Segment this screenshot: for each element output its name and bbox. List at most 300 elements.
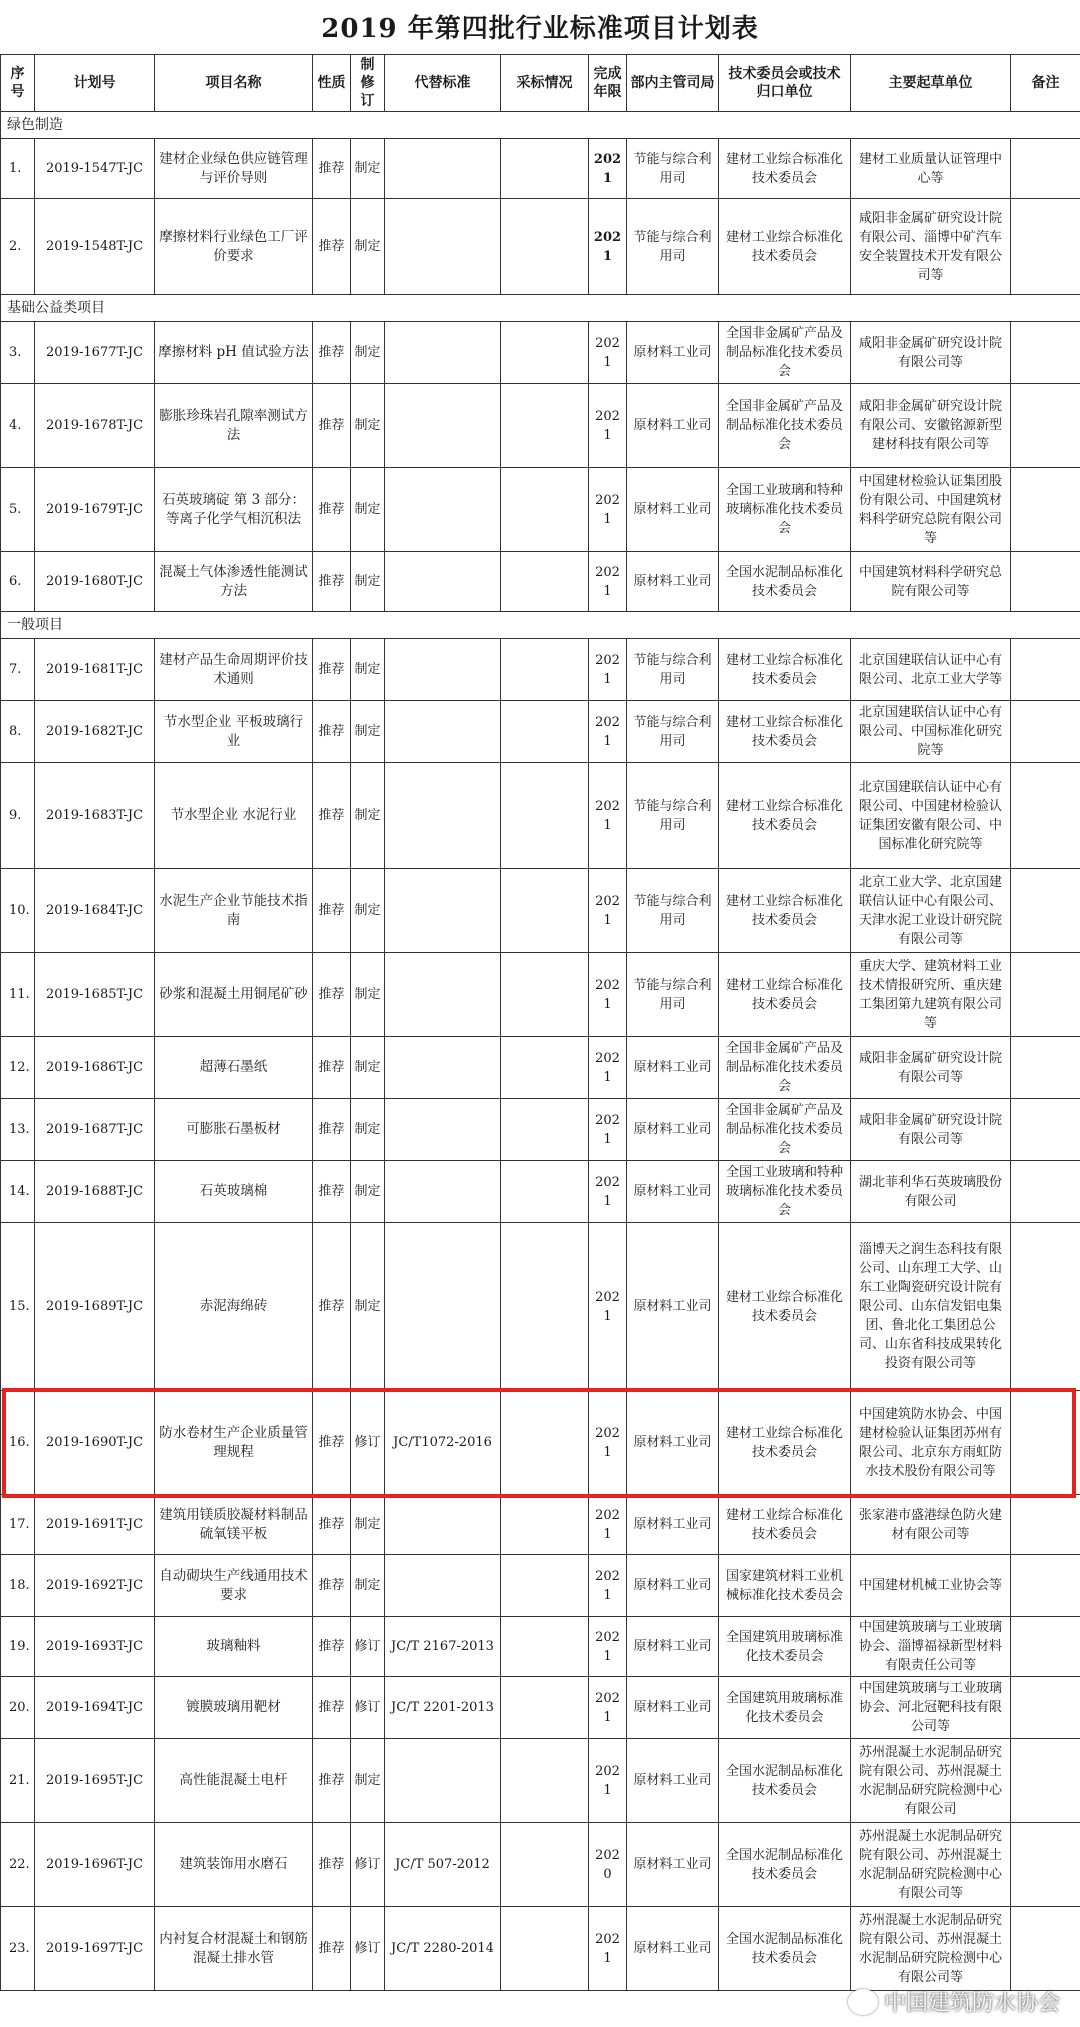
table-cell: 推荐 (313, 1739, 351, 1823)
table-cell: 推荐 (313, 1555, 351, 1617)
table-cell: 2019-1697T-JC (35, 1907, 155, 1991)
table-cell: 原材料工业司 (627, 384, 719, 468)
table-cell: 水泥生产企业节能技术指南 (155, 869, 313, 953)
table-cell: JC/T 2280-2014 (385, 1907, 501, 1991)
table-cell: 修订 (351, 1617, 385, 1677)
table-cell: 7. (1, 639, 35, 701)
table-cell: 修订 (351, 1907, 385, 1991)
table-cell (1011, 199, 1080, 295)
table-cell: 修订 (351, 1391, 385, 1495)
table-cell: 推荐 (313, 139, 351, 199)
table-cell: 1. (1, 139, 35, 199)
table-cell: 全国非金属矿产品及制品标准化技术委员会 (719, 322, 851, 384)
table-cell: 重庆大学、建筑材料工业技术情报研究所、重庆建工集团第九建筑有限公司等 (851, 953, 1011, 1037)
table-cell: 2021 (589, 1037, 627, 1099)
table-cell: 节能与综合利用司 (627, 199, 719, 295)
table-cell: 节能与综合利用司 (627, 639, 719, 701)
table-cell: 混凝土气体渗透性能测试方法 (155, 552, 313, 612)
table-cell: 原材料工业司 (627, 1907, 719, 1991)
table-cell: 砂浆和混凝土用铜尾矿砂 (155, 953, 313, 1037)
table-cell: 原材料工业司 (627, 1617, 719, 1677)
table-cell: 全国水泥制品标准化技术委员会 (719, 1907, 851, 1991)
table-cell: 原材料工业司 (627, 1223, 719, 1391)
col-header: 技术委员会或技术归口单位 (719, 55, 851, 112)
table-cell: 16. (1, 1391, 35, 1495)
table-cell: 张家港市盛港绿色防火建材有限公司等 (851, 1495, 1011, 1555)
standards-table (0, 54, 1080, 1991)
table-cell (1011, 1037, 1080, 1099)
table-cell (1011, 1617, 1080, 1677)
table-cell: 节能与综合利用司 (627, 869, 719, 953)
table-cell (1011, 1223, 1080, 1391)
table-cell: 全国水泥制品标准化技术委员会 (719, 552, 851, 612)
table-cell: 节能与综合利用司 (627, 763, 719, 869)
section-row (1, 612, 1080, 639)
table-cell: 高性能混凝土电杆 (155, 1739, 313, 1823)
table-cell: 制定 (351, 953, 385, 1037)
table-row (1, 139, 1080, 199)
table-cell: 2021 (589, 199, 627, 295)
table-cell: 全国水泥制品标准化技术委员会 (719, 1739, 851, 1823)
table-cell: 中国建材机械工业协会等 (851, 1555, 1011, 1617)
table-cell: 19. (1, 1617, 35, 1677)
table-cell: 摩擦材料行业绿色工厂评价要求 (155, 199, 313, 295)
table-cell (1011, 639, 1080, 701)
table-cell: 2019-1690T-JC (35, 1391, 155, 1495)
table-cell: 可膨胀石墨板材 (155, 1099, 313, 1161)
table-cell: 2019-1687T-JC (35, 1099, 155, 1161)
table-cell: 国家建筑材料工业机械标准化技术委员会 (719, 1555, 851, 1617)
col-header: 备注 (1011, 55, 1080, 112)
table-cell (501, 1495, 589, 1555)
table-cell (1011, 139, 1080, 199)
table-cell: 建材工业综合标准化技术委员会 (719, 701, 851, 763)
table-cell: 推荐 (313, 1495, 351, 1555)
table-cell: 10. (1, 869, 35, 953)
col-header: 采标情况 (501, 55, 589, 112)
section-label: 基础公益类项目 (1, 295, 1080, 322)
table-cell (385, 1037, 501, 1099)
table-cell: 推荐 (313, 1099, 351, 1161)
table-cell: 推荐 (313, 1907, 351, 1991)
table-cell: 推荐 (313, 763, 351, 869)
table-cell (501, 763, 589, 869)
table-cell: 赤泥海绵砖 (155, 1223, 313, 1391)
table-cell: 制定 (351, 1739, 385, 1823)
table-cell: 2019-1685T-JC (35, 953, 155, 1037)
table-cell (501, 1037, 589, 1099)
table-cell: 制定 (351, 763, 385, 869)
table-cell: 摩擦材料 pH 值试验方法 (155, 322, 313, 384)
table-row (1, 1037, 1080, 1099)
table-cell: 推荐 (313, 468, 351, 552)
table-cell: 北京国建联信认证中心有限公司、中国建材检验认证集团安徽有限公司、中国标准化研究院等 (851, 763, 1011, 869)
table-cell: 制定 (351, 468, 385, 552)
table-row (1, 199, 1080, 295)
table-cell: 制定 (351, 1161, 385, 1223)
table-cell: 推荐 (313, 953, 351, 1037)
table-cell: 17. (1, 1495, 35, 1555)
table-cell: 推荐 (313, 1823, 351, 1907)
table-cell: 2019-1692T-JC (35, 1555, 155, 1617)
table-cell: 原材料工业司 (627, 1823, 719, 1907)
table-cell: 2019-1680T-JC (35, 552, 155, 612)
table-cell (1011, 1907, 1080, 1991)
table-cell: 全国工业玻璃和特种玻璃标准化技术委员会 (719, 1161, 851, 1223)
table-cell (501, 1823, 589, 1907)
table-cell: 全国建筑用玻璃标准化技术委员会 (719, 1617, 851, 1677)
table-cell: 建材企业绿色供应链管理与评价导则 (155, 139, 313, 199)
table-row (1, 1223, 1080, 1391)
table-cell: 北京工业大学、北京国建联信认证中心有限公司、天津水泥工业设计研究院有限公司等 (851, 869, 1011, 953)
col-header: 完成年限 (589, 55, 627, 112)
table-cell: 8. (1, 701, 35, 763)
table-cell: 2019-1696T-JC (35, 1823, 155, 1907)
table-cell: 2021 (589, 1739, 627, 1823)
table-row (1, 1495, 1080, 1555)
watermark (848, 1986, 1060, 2017)
table-cell: 修订 (351, 1677, 385, 1739)
table-cell: 中国建筑玻璃与工业玻璃协会、淄博福禄新型材料有限责任公司等 (851, 1617, 1011, 1677)
table-cell: 建材工业综合标准化技术委员会 (719, 953, 851, 1037)
table-cell: 2019-1679T-JC (35, 468, 155, 552)
table-cell: 建材工业综合标准化技术委员会 (719, 869, 851, 953)
table-cell (1011, 763, 1080, 869)
table-cell: 制定 (351, 1223, 385, 1391)
table-cell: 节水型企业 平板玻璃行业 (155, 701, 313, 763)
table-cell: 原材料工业司 (627, 1739, 719, 1823)
table-cell: 14. (1, 1161, 35, 1223)
table-cell: 2019-1684T-JC (35, 869, 155, 953)
table-cell: 全国非金属矿产品及制品标准化技术委员会 (719, 384, 851, 468)
table-cell: 原材料工业司 (627, 1677, 719, 1739)
table-cell: 中国建材检验认证集团股份有限公司、中国建筑材料科学研究总院有限公司等 (851, 468, 1011, 552)
table-cell: 中国建筑材料科学研究总院有限公司等 (851, 552, 1011, 612)
table-cell (1011, 869, 1080, 953)
table-cell: 推荐 (313, 1391, 351, 1495)
table-cell (1011, 1161, 1080, 1223)
table-cell: 制定 (351, 199, 385, 295)
table-cell: 修订 (351, 1823, 385, 1907)
table-cell (385, 1495, 501, 1555)
table-cell: 北京国建联信认证中心有限公司、中国标准化研究院等 (851, 701, 1011, 763)
col-header: 项目名称 (155, 55, 313, 112)
table-cell: 制定 (351, 1037, 385, 1099)
table-cell: 全国水泥制品标准化技术委员会 (719, 1823, 851, 1907)
col-header: 制修订 (351, 55, 385, 112)
table-cell: 节能与综合利用司 (627, 701, 719, 763)
table-cell: 20. (1, 1677, 35, 1739)
table-cell: 建材工业综合标准化技术委员会 (719, 639, 851, 701)
table-cell (385, 384, 501, 468)
table-cell: 2019-1677T-JC (35, 322, 155, 384)
table-cell: 2019-1695T-JC (35, 1739, 155, 1823)
table-cell: 2021 (589, 1677, 627, 1739)
table-cell: 2019-1688T-JC (35, 1161, 155, 1223)
table-cell (501, 384, 589, 468)
table-cell: 咸阳非金属矿研究设计院有限公司、安徽铭源新型建材科技有限公司等 (851, 384, 1011, 468)
table-cell (501, 1223, 589, 1391)
table-cell: 玻璃釉料 (155, 1617, 313, 1677)
table-cell: 2. (1, 199, 35, 295)
table-cell: 原材料工业司 (627, 1161, 719, 1223)
table-cell: 建材工业综合标准化技术委员会 (719, 1391, 851, 1495)
table-cell: 2021 (589, 468, 627, 552)
table-cell: 推荐 (313, 1223, 351, 1391)
table-cell: 原材料工业司 (627, 468, 719, 552)
table-cell (385, 139, 501, 199)
table-cell: 制定 (351, 1495, 385, 1555)
table-cell (1011, 1823, 1080, 1907)
table-cell (385, 869, 501, 953)
table-cell (501, 639, 589, 701)
col-header: 代替标准 (385, 55, 501, 112)
table-cell (1011, 953, 1080, 1037)
table-cell: 节能与综合利用司 (627, 139, 719, 199)
table-cell: 原材料工业司 (627, 1391, 719, 1495)
table-cell: JC/T1072-2016 (385, 1391, 501, 1495)
table-cell: 12. (1, 1037, 35, 1099)
table-row (1, 1907, 1080, 1991)
table-cell (385, 322, 501, 384)
table-row (1, 869, 1080, 953)
table-row (1, 468, 1080, 552)
table-cell: 2021 (589, 763, 627, 869)
table-cell: 节能与综合利用司 (627, 953, 719, 1037)
table-cell (1011, 701, 1080, 763)
table-cell: 建材工业综合标准化技术委员会 (719, 199, 851, 295)
table-cell (501, 1555, 589, 1617)
table-cell: 建材工业综合标准化技术委员会 (719, 139, 851, 199)
table-cell: 2021 (589, 139, 627, 199)
table-cell (385, 1555, 501, 1617)
section-row (1, 112, 1080, 139)
table-cell: 建材工业综合标准化技术委员会 (719, 1223, 851, 1391)
table-cell: 2019-1681T-JC (35, 639, 155, 701)
table-cell (1011, 1739, 1080, 1823)
header-row (1, 55, 1080, 112)
table-cell: 推荐 (313, 869, 351, 953)
table-cell: 推荐 (313, 199, 351, 295)
section-label: 一般项目 (1, 612, 1080, 639)
table-cell: 2019-1689T-JC (35, 1223, 155, 1391)
table-row (1, 384, 1080, 468)
table-cell: 5. (1, 468, 35, 552)
table-cell: 制定 (351, 1555, 385, 1617)
table-cell (501, 1739, 589, 1823)
table-cell: 推荐 (313, 1037, 351, 1099)
table-cell: 原材料工业司 (627, 552, 719, 612)
table-row (1, 953, 1080, 1037)
table-cell (1011, 1391, 1080, 1495)
col-header: 主要起草单位 (851, 55, 1011, 112)
table-cell: 2021 (589, 869, 627, 953)
table-cell: 建材工业综合标准化技术委员会 (719, 1495, 851, 1555)
table-cell: 膨胀珍珠岩孔隙率测试方法 (155, 384, 313, 468)
table-cell: 石英玻璃棉 (155, 1161, 313, 1223)
table-body (1, 112, 1080, 1991)
table-cell (501, 1907, 589, 1991)
table-cell: 2021 (589, 1617, 627, 1677)
table-cell: 超薄石墨纸 (155, 1037, 313, 1099)
table-cell: JC/T 2201-2013 (385, 1677, 501, 1739)
table-row (1, 1617, 1080, 1677)
table-row (1, 1677, 1080, 1739)
table-cell (385, 1099, 501, 1161)
table-cell: 淄博天之润生态科技有限公司、山东理工大学、山东工业陶瓷研究设计院有限公司、山东信发铝电集团、鲁北化工集团总公司、山东省科技成果转化投资有限公司等 (851, 1223, 1011, 1391)
table-cell: 原材料工业司 (627, 1099, 719, 1161)
table-cell: 节水型企业 水泥行业 (155, 763, 313, 869)
table-cell: 制定 (351, 322, 385, 384)
table-cell (1011, 468, 1080, 552)
table-row (1, 322, 1080, 384)
table-cell: 制定 (351, 1099, 385, 1161)
table-row (1, 639, 1080, 701)
table-cell: 建筑装饰用水磨石 (155, 1823, 313, 1907)
table-cell: 全国工业玻璃和特种玻璃标准化技术委员会 (719, 468, 851, 552)
table-row (1, 1823, 1080, 1907)
table-cell (385, 468, 501, 552)
table-cell: 中国建筑玻璃与工业玻璃协会、河北冠靶科技有限公司等 (851, 1677, 1011, 1739)
table-row (1, 763, 1080, 869)
table-cell (1011, 552, 1080, 612)
table-cell: 2019-1548T-JC (35, 199, 155, 295)
table-cell: 制定 (351, 139, 385, 199)
table-cell (385, 1223, 501, 1391)
table-cell: 2019-1693T-JC (35, 1617, 155, 1677)
table-cell: 原材料工业司 (627, 322, 719, 384)
table-cell (385, 763, 501, 869)
table-cell: 2019-1678T-JC (35, 384, 155, 468)
table-cell: 2021 (589, 639, 627, 701)
table-cell: 2019-1691T-JC (35, 1495, 155, 1555)
table-cell: 咸阳非金属矿研究设计院有限公司等 (851, 1037, 1011, 1099)
table-cell: 推荐 (313, 322, 351, 384)
table-cell (385, 1161, 501, 1223)
table-cell: 2021 (589, 1223, 627, 1391)
table-cell: 9. (1, 763, 35, 869)
table-cell: 自动砌块生产线通用技术要求 (155, 1555, 313, 1617)
table-cell: 11. (1, 953, 35, 1037)
table-cell: 制定 (351, 701, 385, 763)
table-cell: 防水卷材生产企业质量管理规程 (155, 1391, 313, 1495)
table-cell: 苏州混凝土水泥制品研究院有限公司、苏州混凝土水泥制品研究院检测中心有限公司等 (851, 1823, 1011, 1907)
table-cell: 2021 (589, 322, 627, 384)
table-row (1, 1099, 1080, 1161)
table-cell: 推荐 (313, 384, 351, 468)
table-cell: 21. (1, 1739, 35, 1823)
table-cell: 2021 (589, 1161, 627, 1223)
table-cell (1011, 322, 1080, 384)
table-cell: 2021 (589, 1555, 627, 1617)
table-cell (385, 199, 501, 295)
table-cell: 咸阳非金属矿研究设计院有限公司、淄博中矿汽车安全装置技术开发有限公司等 (851, 199, 1011, 295)
table-cell: 2019-1694T-JC (35, 1677, 155, 1739)
page-title: 2019 年第四批行业标准项目计划表 (321, 14, 759, 44)
table-cell: 4. (1, 384, 35, 468)
table-cell: 石英玻璃碇 第 3 部分：等离子化学气相沉积法 (155, 468, 313, 552)
table-cell: 22. (1, 1823, 35, 1907)
table-cell (1011, 1099, 1080, 1161)
table-cell: 制定 (351, 869, 385, 953)
table-cell: JC/T 507-2012 (385, 1823, 501, 1907)
table-cell (501, 552, 589, 612)
table-cell (501, 322, 589, 384)
table-cell: 23. (1, 1907, 35, 1991)
table-cell: 3. (1, 322, 35, 384)
table-cell (501, 468, 589, 552)
table-cell (501, 1677, 589, 1739)
table-cell: 2021 (589, 1099, 627, 1161)
table-cell: 推荐 (313, 1677, 351, 1739)
table-cell: 建材工业综合标准化技术委员会 (719, 763, 851, 869)
table-cell: 苏州混凝土水泥制品研究院有限公司、苏州混凝土水泥制品研究院检测中心有限公司等 (851, 1907, 1011, 1991)
table-cell: 制定 (351, 639, 385, 701)
table-cell: 推荐 (313, 1161, 351, 1223)
table-cell: 18. (1, 1555, 35, 1617)
table-cell (501, 139, 589, 199)
table-cell: 建材工业质量认证管理中心等 (851, 139, 1011, 199)
table-cell (501, 869, 589, 953)
table-cell: 苏州混凝土水泥制品研究院有限公司、苏州混凝土水泥制品研究院检测中心有限公司 (851, 1739, 1011, 1823)
section-row (1, 295, 1080, 322)
table-row (1, 552, 1080, 612)
col-header: 部内主管司局 (627, 55, 719, 112)
table-cell (501, 1161, 589, 1223)
table-cell (501, 1391, 589, 1495)
table-cell: 2019-1686T-JC (35, 1037, 155, 1099)
table-cell (501, 953, 589, 1037)
table-cell: 原材料工业司 (627, 1555, 719, 1617)
table-cell: 全国非金属矿产品及制品标准化技术委员会 (719, 1099, 851, 1161)
table-cell: 15. (1, 1223, 35, 1391)
table-cell (501, 701, 589, 763)
table-cell (501, 199, 589, 295)
table-cell (1011, 384, 1080, 468)
table-cell: 原材料工业司 (627, 1495, 719, 1555)
table-cell (385, 1739, 501, 1823)
table-cell: 推荐 (313, 701, 351, 763)
table-cell: 咸阳非金属矿研究设计院有限公司等 (851, 1099, 1011, 1161)
table-row (1, 1739, 1080, 1823)
table-cell: 全国非金属矿产品及制品标准化技术委员会 (719, 1037, 851, 1099)
table-cell: 建材产品生命周期评价技术通则 (155, 639, 313, 701)
table-cell: 13. (1, 1099, 35, 1161)
table-cell: 2021 (589, 1391, 627, 1495)
table-cell: 内衬复合材混凝土和钢筋混凝土排水管 (155, 1907, 313, 1991)
table-cell: 2021 (589, 701, 627, 763)
table-cell (1011, 1677, 1080, 1739)
table-cell: 全国建筑用玻璃标准化技术委员会 (719, 1677, 851, 1739)
table-cell: 2019-1683T-JC (35, 763, 155, 869)
table-cell: JC/T 2167-2013 (385, 1617, 501, 1677)
table-row (1, 1555, 1080, 1617)
wechat-icon (848, 1989, 878, 2015)
table-cell (385, 953, 501, 1037)
table-cell (501, 1617, 589, 1677)
table-cell (501, 1099, 589, 1161)
table-row (1, 701, 1080, 763)
table-row (1, 1391, 1080, 1495)
table-cell: 2021 (589, 1495, 627, 1555)
table-cell: 建筑用镁质胶凝材料制品 硫氧镁平板 (155, 1495, 313, 1555)
col-header: 性质 (313, 55, 351, 112)
table-cell: 2019-1682T-JC (35, 701, 155, 763)
table-cell (1011, 1495, 1080, 1555)
table-cell: 咸阳非金属矿研究设计院有限公司等 (851, 322, 1011, 384)
section-label: 绿色制造 (1, 112, 1080, 139)
table-cell: 原材料工业司 (627, 1037, 719, 1099)
